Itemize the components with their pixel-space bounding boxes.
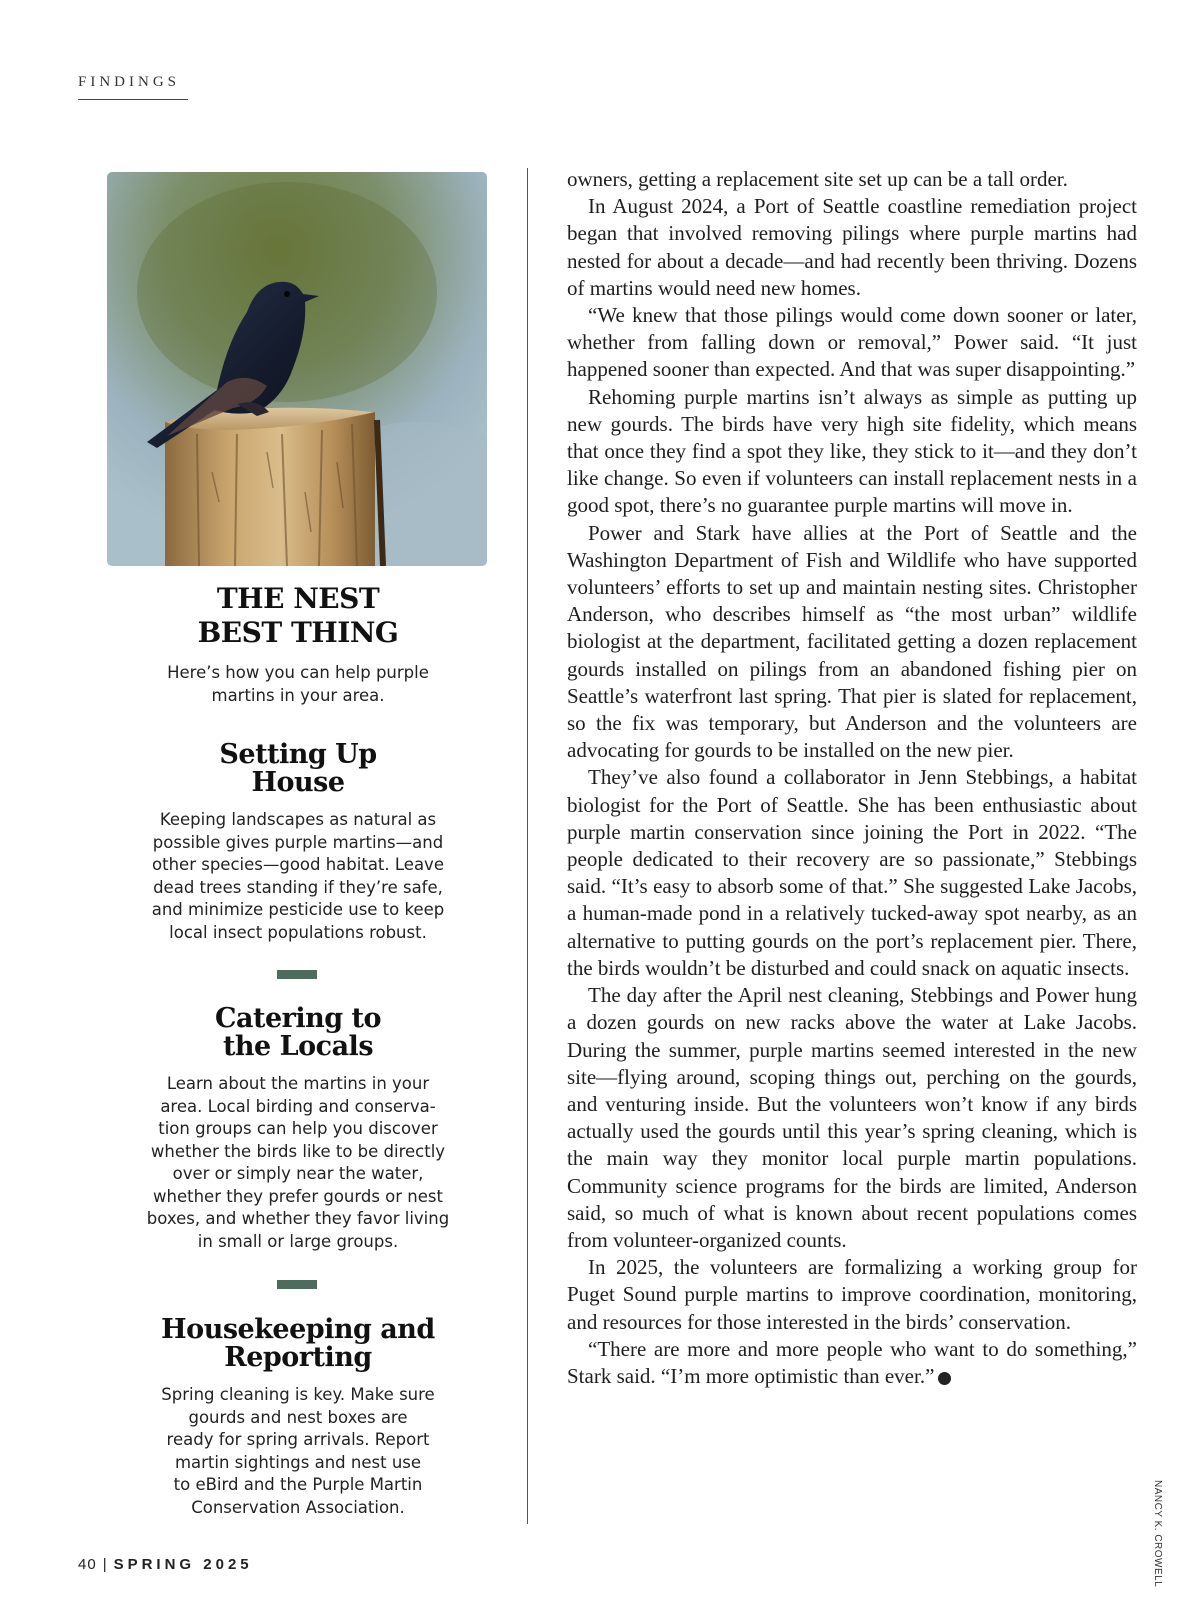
article-paragraph: They’ve also found a collaborator in Jenn Stebbings, a habitat biologist for the Port of Seattle. She has been enthusiastic about purple martin conservation since joining the Port in 2022. “The people dedicated to their recovery are so passionate,” Stebbings said. “It’s easy to absorb some of that.” She suggested Lake Jacobs, a human-made pond in a relatively tucked-away spot nearby, as an alternative to putting gourds on the port’s replacement pier. There, the birds wouldn’t be disturbed and could snack on aquatic insects. <box>567 765 1137 980</box>
article-paragraph-text: “There are more and more people who want to do something,” Stark said. “I’m more optimistic than ever.” <box>567 1336 1137 1388</box>
section-heading-line2: House <box>251 767 345 798</box>
section-body-line: Spring cleaning is key. Make sure <box>161 1385 435 1404</box>
section-body-line: gourds and nest boxes are <box>188 1407 408 1427</box>
purple-martin-photo <box>107 172 487 566</box>
section-body-line: Conservation Association. <box>191 1497 405 1517</box>
section-body-line: boxes, and whether they favor living <box>146 1209 450 1228</box>
article-paragraph: In August 2024, a Port of Seattle coastline remediation project began that involved removing pilings where purple martins had nested for about a decade—and had recently been thriving. Dozens of martins would need new homes. <box>567 194 1137 300</box>
page-number: 40 <box>78 1556 97 1573</box>
sidebar-section-housekeeping <box>128 1316 468 1519</box>
article-paragraph: owners, getting a replacement site set up can be a tall order. <box>567 167 1068 191</box>
section-divider <box>277 970 317 979</box>
section-label: FINDINGS <box>78 74 181 90</box>
section-heading-line2: Reporting <box>224 1342 372 1373</box>
section-body-line: possible gives purple martins—and <box>152 832 444 852</box>
section-heading-line1: Setting Up <box>219 739 377 770</box>
section-body-line: whether the birds like to be directly <box>150 1141 446 1161</box>
section-body-line: to eBird and the Purple Martin <box>173 1475 423 1494</box>
section-body-line: and minimize pesticide use to keep <box>151 900 445 919</box>
article-body <box>567 166 1137 1390</box>
section-body-line: Keeping landscapes as natural as <box>159 810 437 829</box>
section-heading-line1: Catering to <box>214 1003 381 1034</box>
section-body-line: Learn about the martins in your <box>166 1074 430 1093</box>
section-body-line: martin sightings and nest use <box>174 1452 422 1472</box>
end-mark-icon <box>938 1372 951 1385</box>
sidebar-intro-line2: martins in your area. <box>211 685 385 705</box>
sidebar-title-block <box>128 582 468 707</box>
sidebar-title-line1: THE NEST <box>216 582 380 615</box>
section-body-line: in small or large groups. <box>197 1231 399 1251</box>
section-heading-line1: Housekeeping and <box>161 1314 435 1345</box>
section-body-line: area. Local birding and conserva- <box>160 1096 436 1116</box>
sidebar-title-line2: BEST THING <box>197 616 399 649</box>
article-paragraph: “We knew that those pilings would come down sooner or later, whether from falling down or removal,” Power said. “It just happened sooner than expected. And that was super disappointing.” <box>567 303 1137 382</box>
section-body-line: dead trees standing if they’re safe, <box>153 877 443 897</box>
photo-credit: NANCY K. CROWELL <box>1152 1480 1163 1588</box>
section-body-line: tion groups can help you discover <box>158 1119 438 1138</box>
section-underline <box>78 99 188 100</box>
column-divider <box>527 168 528 1524</box>
section-body-line: ready for spring arrivals. Report <box>166 1430 430 1449</box>
page-footer <box>78 1556 253 1573</box>
section-body-line: over or simply near the water, <box>172 1164 424 1183</box>
section-divider <box>277 1280 317 1289</box>
article-last-paragraph <box>567 1336 1137 1390</box>
section-body-line: whether they prefer gourds or nest <box>153 1186 443 1206</box>
article-paragraph: In 2025, the volunteers are formalizing a working group for Puget Sound purple martins to improve coordination, monitoring, and resources for those interested in the birds’ conservation. <box>567 1255 1137 1334</box>
folio-separator: | <box>102 1556 108 1573</box>
section-body-line: local insect populations robust. <box>169 922 427 942</box>
issue-label: SPRING 2025 <box>113 1556 253 1573</box>
sidebar-section-catering-to-locals <box>128 1005 468 1253</box>
sidebar-intro-line1: Here’s how you can help purple <box>167 663 429 682</box>
article-paragraph: Rehoming purple martins isn’t always as simple as putting up new gourds. The birds have very high site fidelity, which means that once they find a spot they like, they stick to it—and they don’t like change. So even if volunteers can install replacement nests in a good spot, there’s no guarantee purple martins will move in. <box>567 384 1137 518</box>
section-body-line: other species—good habitat. Leave <box>152 855 444 874</box>
article-paragraph: The day after the April nest cleaning, Stebbings and Power hung a dozen gourds on new racks above the water at Lake Jacobs. During the summer, purple martins seemed interested in the new site—flying around, scoping things out, perching on the gourds, and venturing inside. But the volunteers won’t know if any birds actually used the gourds until this year’s spring cleaning, which is the main way they monitor local purple martin populations. Community science programs for the birds are limited, Anderson said, so much of what is known about recent populations comes from volunteer-organized counts. <box>567 983 1137 1252</box>
sidebar-section-setting-up-house <box>128 741 468 944</box>
section-heading-line2: the Locals <box>222 1031 374 1062</box>
article-paragraph: Power and Stark have allies at the Port of Seattle and the Washington Department of Fish and Wildlife who have supported volunteers’ efforts to set up and maintain nesting sites. Christopher Anderson, who describes himself as “the most urban” wildlife biologist at the department, facilitated getting a dozen replacement gourds installed on pilings from an abandoned fishing pier on Seattle’s waterfront last spring. That pier is slated for replacement, so the fix was temporary, but Anderson and the volunteers are advocating for gourds to be installed on the new pier. <box>567 520 1137 763</box>
